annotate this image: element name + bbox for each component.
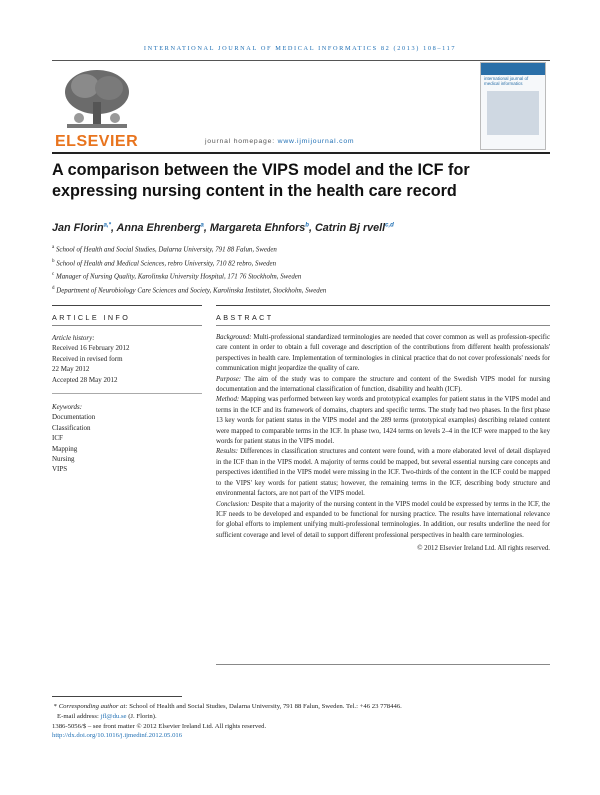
author-name: Margareta Ehnfors <box>209 222 306 234</box>
affiliation <box>52 269 550 283</box>
cover-title: international journal of medical informatics <box>484 76 529 86</box>
affiliation-text: Department of Neurobiology Care Sciences and Society, Karolinska Institutet, Stockholm, Sweden <box>56 287 327 295</box>
abstract-section-label: Conclusion: <box>216 500 250 508</box>
abstract-section-text: The aim of the study was to compare the structure and content of the Swedish VIPS model for nursing documentation and the international classification of function, disability and health (ICF). <box>216 375 550 394</box>
keyword: Classification <box>52 423 91 432</box>
email-name: (J. Florin). <box>126 712 157 720</box>
journal-cover-image <box>480 62 546 150</box>
corresponding-text: School of Health and Social Studies, Dalarna University, 791 88 Falun, Sweden. Tel.: +46 23 778446. <box>127 703 402 710</box>
abstract-paragraph <box>216 333 550 375</box>
affiliation <box>52 242 550 256</box>
affiliation-text: Manager of Nursing Quality, Karolinska University Hospital, 171 76 Stockholm, Sweden <box>55 273 302 281</box>
affiliation-text: School of Health and Medical Sciences, rebro University, 710 82 rebro, Sweden <box>56 260 277 267</box>
divider <box>52 325 202 326</box>
corresponding-author-note <box>52 702 550 712</box>
email-link[interactable]: jfl@du.se <box>100 712 127 720</box>
author-name: Anna Ehrenberg <box>116 222 201 234</box>
affiliation <box>52 256 550 270</box>
elsevier-wordmark: ELSEVIER <box>55 133 139 150</box>
author-name: Jan Florin <box>52 222 104 234</box>
homepage-link[interactable]: www.ijmijournal.com <box>277 138 355 145</box>
homepage-label: journal homepage: <box>205 138 275 145</box>
affiliation <box>52 283 550 297</box>
history-line: Received 16 February 2012 <box>52 344 130 353</box>
cover-picture <box>487 91 539 135</box>
abstract-section-text: Despite that a majority of the nursing content in the VIPS model could be expressed by terms in the ICF, the ICF needs to be developed and expanded to be functional for nursing practice. The results have international relevance for global efforts to implement unifying multi-professional terminologies. In addition, our results underline the need for sufficient coverage and level of detail to support different professional perspectives in health care terminologies. <box>216 500 550 539</box>
affiliation-text: School of Health and Social Studies, Dalarna University, 791 88 Falun, Sweden <box>55 246 277 254</box>
abstract-section-label: Purpose: <box>216 375 242 383</box>
keywords-label: Keywords: <box>52 403 83 411</box>
doi-link[interactable]: http://dx.doi.org/10.1016/j.ijmedinf.2012.05.016 <box>52 732 183 740</box>
history-line: Accepted 28 May 2012 <box>52 375 118 384</box>
affiliation-sup: a <box>52 245 55 250</box>
journal-homepage <box>205 138 354 145</box>
history-label: Article history: <box>52 334 95 342</box>
abstract-section-label: Results: <box>216 448 239 456</box>
abstract-section-text: Multi-professional standardized terminologies are needed that cover common as well as profession-specific care content in order to obtain a full coverage and description of the contributions from different health professionals' perspectives in health care. Implementation of terminologies in clinical practice that do not cover professionals' needs for communication might jeopardize the quality of care. <box>216 334 550 373</box>
affiliation-sup: d <box>52 286 55 292</box>
author-list: Jan Florin$^{a,*}$, Anna Ehrenberg$^a$, Margareta Ehnfors$^b$, Catrin Bj rvell$^{c,d}$ <box>52 222 394 234</box>
header-divider <box>52 60 550 61</box>
keyword: ICF <box>52 434 63 443</box>
divider <box>216 664 550 665</box>
keyword: Nursing <box>52 455 75 464</box>
article-title: A comparison between the VIPS model and the ICF for expressing nursing content in the health care record <box>52 161 470 200</box>
journal-running-head: INTERNATIONAL JOURNAL OF MEDICAL INFORMATICS 82 (2013) 108–117 <box>143 45 457 52</box>
abstract-body <box>216 333 550 555</box>
keyword: VIPS <box>52 465 68 474</box>
asterisk: * <box>52 703 59 710</box>
abstract-section-text: Differences in classification structures and content were found, with a more elaborated level of detail displayed in the ICF than in the VIPS model. A majority of terms could be mapped, but several essential nursing care concepts and perspectives identified in the VIPS model were missing in the ICF. Two-thirds of the content in the ICF could be mapped to the VIPS' key words for patient status; however, the remaining terms in the ICF, describing body structure and environmental factors, are not part of the VIPS model. <box>216 448 550 498</box>
author-sup: c,d <box>385 222 394 229</box>
corresponding-label: Corresponding author at: <box>58 703 128 710</box>
divider <box>216 325 550 326</box>
abstract-section-label: Background: <box>216 334 252 341</box>
author-sup: b <box>305 222 309 229</box>
keyword: Mapping <box>52 444 78 453</box>
author-sup: a <box>200 222 204 229</box>
abstract-paragraph <box>216 375 550 396</box>
keywords <box>52 402 202 475</box>
keyword: Documentation <box>52 413 96 422</box>
divider <box>52 393 202 394</box>
history-line: 22 May 2012 <box>52 365 90 374</box>
abstract-section-label: Method: <box>216 396 240 404</box>
article-history <box>52 333 202 385</box>
abstract-paragraph <box>216 395 550 447</box>
abstract-heading: ABSTRACT <box>216 313 274 322</box>
cover-band <box>481 63 545 75</box>
issn-line: 1386-5056/$ – see front matter © 2012 Elsevier Ireland Ltd. All rights reserved. <box>52 722 267 730</box>
affiliation-sup: b <box>52 258 55 264</box>
affiliations <box>52 242 550 297</box>
author-name: Catrin Bj rvell <box>314 222 386 234</box>
footnotes <box>52 702 550 741</box>
abstract-section-text: Mapping was performed between key words and prototypical examples for patient status in the VIPS model and terms in the ICF and its framework of domains, chapters and specific terms. The study had two phases. In the first phase 13 key words for patient status in the VIPS model and the 289 terms (prototypical examples) describing related content were mapped to comparable terms in the ICF. In phase two, 1424 terms on levels 2–4 in the ICF were mapped to the key words for patient status in the VIPS model. <box>216 396 550 446</box>
abstract-paragraph <box>216 447 550 499</box>
title-rule <box>52 152 550 154</box>
article-info-heading: ARTICLE INFO <box>52 313 131 322</box>
email-note <box>52 712 550 722</box>
abstract-paragraph <box>216 500 550 542</box>
history-line: Received in revised form <box>52 354 123 363</box>
divider <box>216 305 550 306</box>
divider <box>52 305 202 306</box>
affiliation-sup: c <box>52 272 55 278</box>
author-sup: a,* <box>103 222 111 229</box>
copyright-notice: © 2012 Elsevier Ireland Ltd. All rights reserved. <box>417 545 550 553</box>
email-label: E-mail address: <box>57 712 99 720</box>
footnote-divider <box>52 696 182 697</box>
